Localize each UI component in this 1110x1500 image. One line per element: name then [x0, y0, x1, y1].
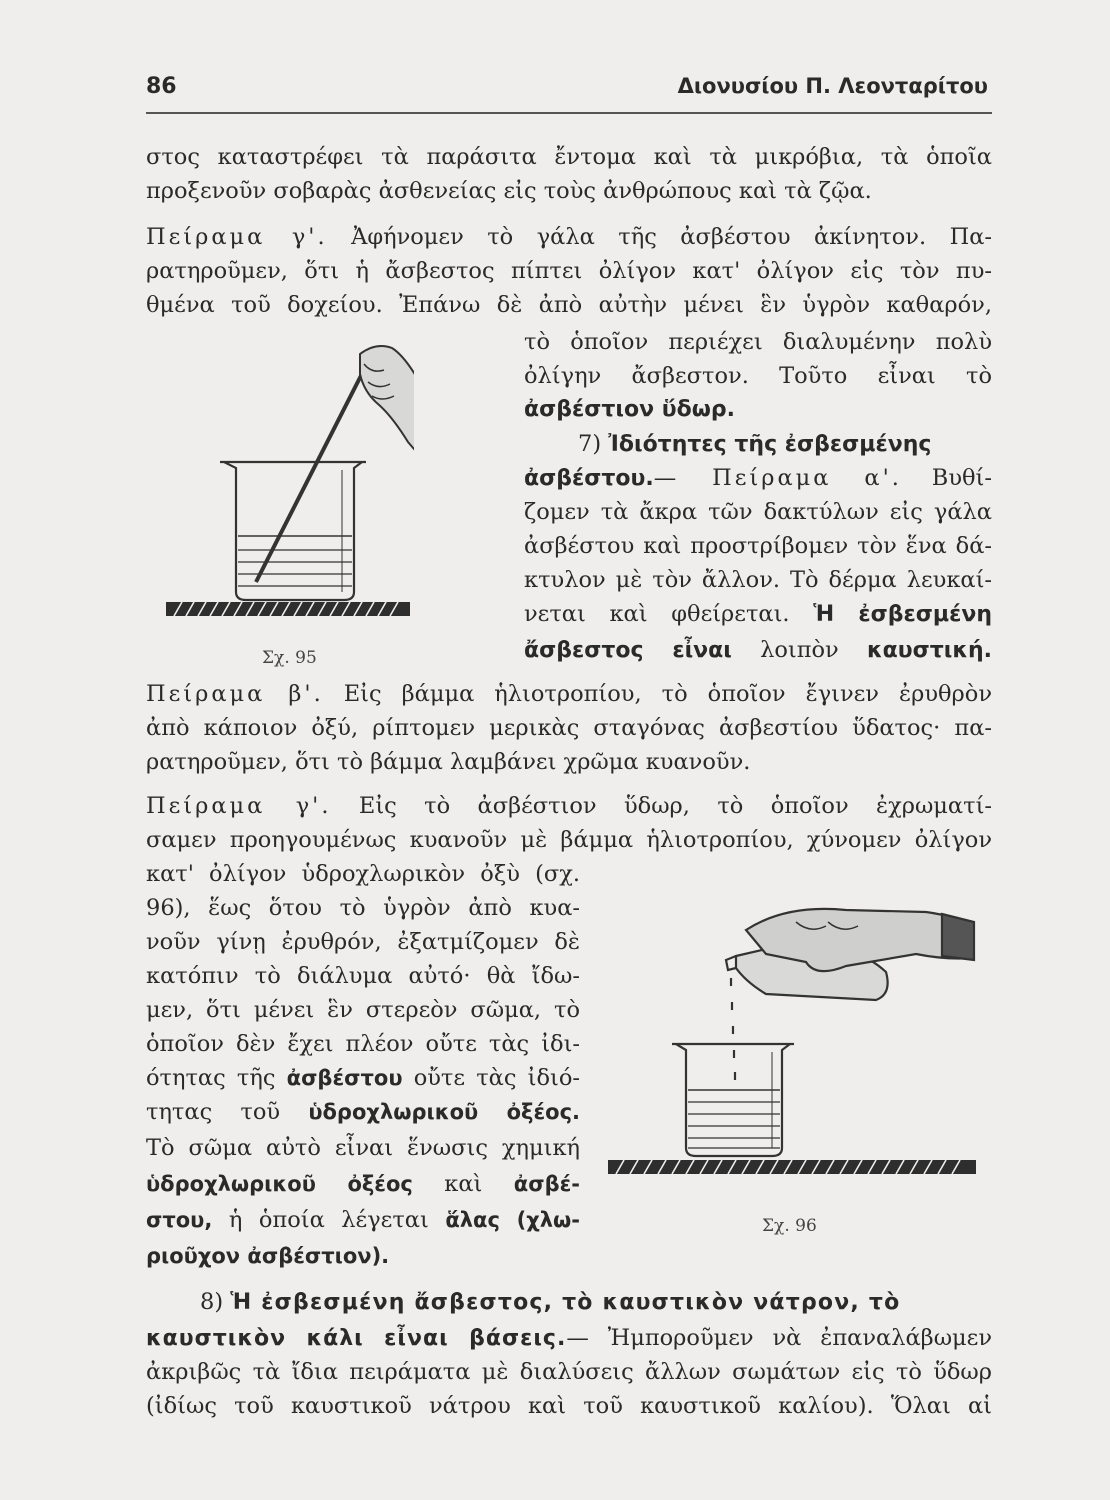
text-line-23: νοῦν γίνῃ ἐρυθρόν, ἐξατμίζομεν δὲ	[146, 929, 580, 955]
text-line-29: Τὸ σῶμα αὐτὸ εἶναι ἕνωσις χημική	[146, 1135, 580, 1161]
text-line-4: ρατηροῦμεν, ὅτι ἡ ἄσβεστος πίπτει ὀλίγον κατ' ὀλίγον εἰς τὸν πυ-	[146, 258, 992, 284]
text-line-19-rest: Εἰς τὸ ἀσβέστιον ὕδωρ, τὸ ὁποῖον ἐχρωματί-	[331, 793, 992, 819]
text-line-14-start: νεται καὶ φθείρεται.	[524, 601, 814, 627]
text-line-16-rest: Εἰς βάμμα ἡλιοτροπίου, τὸ ὁποῖον ἔγινεν ἐρυθρὸν	[323, 681, 992, 707]
text-line-9	[578, 427, 992, 462]
page-number: 86	[146, 74, 177, 99]
bold-statement-cont: ἄσβεστος εἶναι	[524, 638, 732, 663]
section-heading-8-cont: καυστικὸν κάλι εἶναι βάσεις.	[146, 1326, 567, 1351]
figure-96-pouring-illustration	[596, 882, 992, 1192]
text-line-19	[146, 789, 992, 823]
text-line-6: τὸ ὁποῖον περιέχει διαλυμένην πολὺ	[524, 329, 992, 355]
text-line-28-start: τητας τοῦ	[146, 1099, 309, 1125]
text-line-5: θμένα τοῦ δοχείου. Ἐπάνω δὲ ἀπὸ αὐτὴν μένει ἓν ὑγρὸν καθαρόν,	[146, 292, 992, 318]
text-line-27-start: ότητας τῆς	[146, 1065, 287, 1091]
bold-term-salt: ἅλας (χλω-	[445, 1208, 580, 1232]
experiment-beta-heading: Πείραμα β'.	[146, 681, 324, 707]
text-line-35: ἀκριβῶς τὰ ἴδια πειράματα μὲ διαλύσεις ἄλλων σωμάτων εἰς τὸ ὕδωρ	[146, 1359, 992, 1385]
figure-95-caption: Σχ. 95	[262, 648, 317, 668]
bold-term-limewater: ἀσβέστιον ὕδωρ.	[524, 397, 735, 422]
text-line-13: κτυλον μὲ τὸν ἄλλον. Τὸ δέρμα λευκαί-	[524, 567, 992, 593]
bold-term-hcl: ὑδροχλωρικοῦ ὀξέος.	[308, 1100, 580, 1124]
bold-term-lime-2: ἀσβέ-	[513, 1172, 581, 1196]
text-line-27-end: οὔτε τὰς ἰδιό-	[402, 1065, 580, 1091]
bold-statement: Ἡ ἐσβεσμένη	[813, 602, 992, 627]
experiment-gamma-heading: Πείραμα γ'.	[146, 224, 328, 250]
text-line-34-rest: — Ἠμποροῦμεν νὰ ἐπαναλάβωμεν	[566, 1325, 992, 1351]
text-line-21: κατ' ὀλίγον ὑδροχλωρικὸν ὀξὺ (σχ.	[146, 861, 580, 887]
text-line-2: προξενοῦν σοβαρὰς ἀσθενείας εἰς τοὺς ἀνθρώπους καὶ τὰ ζῷα.	[146, 178, 872, 204]
text-line-33	[200, 1285, 992, 1320]
text-line-34	[146, 1321, 992, 1356]
figure-96-caption: Σχ. 96	[762, 1216, 817, 1236]
text-line-28	[146, 1095, 580, 1129]
page-header	[0, 0, 1110, 130]
text-line-15	[524, 633, 992, 668]
text-line-1: στος καταστρέφει τὰ παράσιτα ἔντομα καὶ τὰ μικρόβια, τὰ ὁποῖα	[146, 144, 992, 170]
figure-95-beaker-illustration	[146, 334, 414, 634]
experiment-alpha-heading: — Πείραμα α'.	[653, 465, 902, 491]
text-line-36: (ἰδίως τοῦ καυστικοῦ νάτρου καὶ τοῦ καυστικοῦ καλίου). Ὅλαι αἱ	[146, 1393, 992, 1419]
header-rule	[146, 112, 992, 114]
text-line-26: ὁποῖον δὲν ἔχει πλέον οὔτε τὰς ἰδι-	[146, 1031, 580, 1057]
text-line-30-mid: καὶ	[412, 1171, 514, 1197]
text-line-30	[146, 1167, 580, 1201]
text-line-16	[146, 677, 992, 711]
text-line-31	[146, 1203, 580, 1237]
text-line-24: κατόπιν τὸ διάλυμα αὐτό· θὰ ἴδω-	[146, 963, 580, 989]
text-line-27	[146, 1061, 580, 1095]
text-line-25: μεν, ὅτι μένει ἓν στερεὸν σῶμα, τὸ	[146, 997, 580, 1023]
section-heading-7: Ἰδιότητες τῆς ἐσβεσμένης	[608, 432, 932, 457]
section-heading-8: Ἡ ἐσβεσμένη ἄσβεστος, τὸ καυστικὸν νάτρον, τὸ	[230, 1290, 901, 1315]
bold-term-hcl-2: ὑδροχλωρικοῦ ὀξέος	[146, 1172, 413, 1196]
experiment-gamma-heading-2: Πείραμα γ'.	[146, 793, 332, 819]
bold-term-lime-2-cont: στου,	[146, 1208, 213, 1232]
text-line-20: σαμεν προηγουμένως κυανοῦν μὲ βάμμα ἡλιοτροπίου, χύνομεν ὀλίγον	[146, 827, 992, 853]
text-line-10	[524, 461, 992, 496]
text-line-11: ζομεν τὰ ἄκρα τῶν δακτύλων εἰς γάλα	[524, 499, 992, 525]
text-line-17: ἀπὸ κάποιον ὀξύ, ρίπτομεν μερικὰς σταγόνας ἀσβεστίου ὕδατος· πα-	[146, 715, 992, 741]
text-line-10-rest: Βυθί-	[901, 465, 992, 491]
text-line-12: ἀσβέστου καὶ προστρίβομεν τὸν ἕνα δά-	[524, 533, 992, 559]
text-line-22: 96), ἕως ὅτου τὸ ὑγρὸν ἀπὸ κυα-	[146, 895, 580, 921]
section-number-7: 7)	[578, 431, 609, 457]
section-number-8: 8)	[200, 1289, 231, 1315]
bold-term-caustic: καυστική.	[866, 638, 992, 663]
running-head: Διονυσίου Π. Λεονταρίτου	[677, 74, 988, 98]
text-line-31-mid: ἡ ὁποία λέγεται	[212, 1207, 446, 1233]
text-line-18: ρατηροῦμεν, ὅτι τὸ βάμμα λαμβάνει χρῶμα κυανοῦν.	[146, 749, 751, 775]
text-line-3	[146, 220, 992, 254]
bold-term-lime: ἀσβέστου	[286, 1066, 403, 1090]
text-line-7: ὀλίγην ἄσβεστον. Τοῦτο εἶναι τὸ	[524, 363, 992, 389]
text-line-3-rest: Ἀφήνομεν τὸ γάλα τῆς ἀσβέστου ἀκίνητον. Πα-	[327, 224, 992, 250]
bold-term-calcium-chloride: ριοῦχον ἀσβέστιον).	[146, 1244, 390, 1268]
text-line-15-mid: λοιπὸν	[731, 637, 867, 663]
text-line-14	[524, 597, 992, 632]
section-heading-7-cont: ἀσβέστου.	[524, 466, 654, 491]
